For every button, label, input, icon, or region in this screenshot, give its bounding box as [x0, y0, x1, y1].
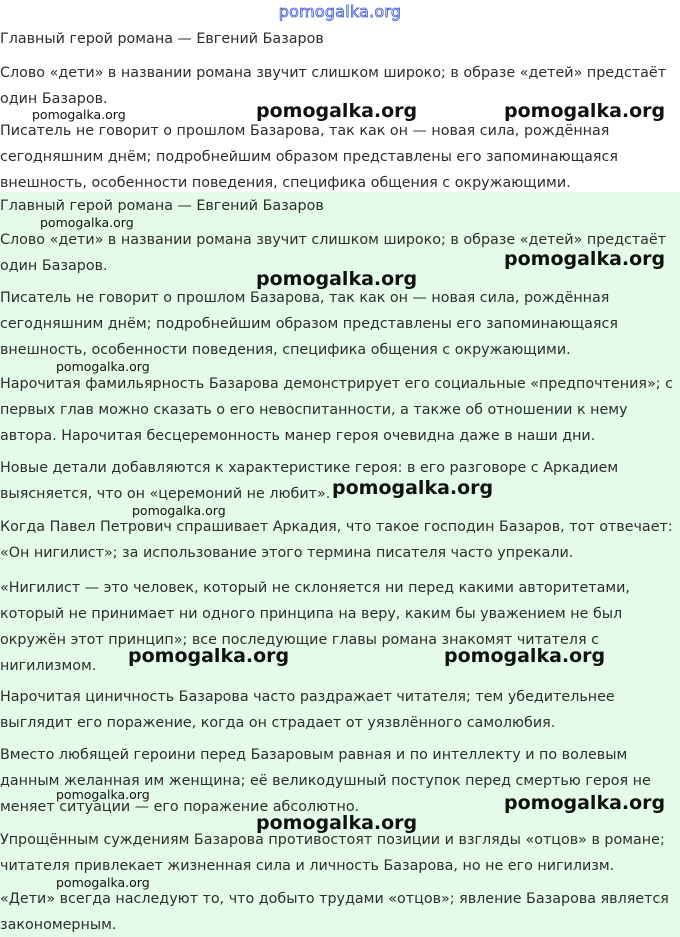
paragraph: Нарочитая циничность Базарова часто раздражает читателя; тем убедительнее выглядит его поражение, когда он страдает от уязвлённого самолюбия.: [0, 689, 615, 731]
watermark: pomogalka.org: [256, 268, 418, 290]
watermark: pomogalka.org: [332, 477, 494, 499]
site-header-link[interactable]: pomogalka.org: [278, 2, 402, 21]
paragraph: Писатель не говорит о прошлом Базарова, так как он — новая сила, рождённая сегодняшним днём; подробнейшим образом представлены его запоминающаяся внешность, особенности поведения, специфика общения с окружающими.: [0, 290, 618, 358]
paragraph: Писатель не говорит о прошлом Базарова, так как он — новая сила, рождённая сегодняшним днём; подробнейшим образом представлены его запоминающаяся внешность, особенности поведения, специфика общения с окружающими.: [0, 123, 618, 191]
paragraph: «Дети» всегда наследуют то, что добыто трудами «отцов»; явление Базарова является закономерным.: [0, 891, 669, 933]
watermark: pomogalka.org: [444, 645, 606, 667]
paragraph: Главный герой романа — Евгений Базаров: [0, 31, 324, 47]
paragraph: Главный герой романа — Евгений Базаров: [0, 198, 324, 214]
watermark: pomogalka.org: [132, 503, 226, 518]
watermark: pomogalka.org: [32, 107, 126, 122]
watermark: pomogalka.org: [504, 100, 666, 122]
watermark: pomogalka.org: [56, 359, 150, 374]
watermark: pomogalka.org: [256, 100, 418, 122]
watermark: pomogalka.org: [504, 792, 666, 814]
paragraph: Слово «дети» в названии романа звучит слишком широко; в образе «детей» предстаёт один Базаров.: [0, 65, 667, 107]
paragraph: «Нигилист — это человек, который не склоняется ни перед какими авторитетами, который не принимает ни одного принципа на веру, каким бы уважением не был окружён этот принцип»; все последующие главы романа знакомят читателя с нигилизмом.: [0, 580, 630, 674]
watermark: pomogalka.org: [40, 215, 134, 230]
paragraph: Слово «дети» в названии романа звучит слишком широко; в образе «детей» предстаёт один Базаров.: [0, 232, 667, 274]
watermark: pomogalka.org: [56, 787, 150, 802]
watermark: pomogalka.org: [256, 812, 418, 834]
paragraph: Вместо любящей героини перед Базаровым равная и по интеллекту и по волевым данным желанная им женщина; её великодушный поступок перед смертью героя не меняет ситуации — его поражение абсолютно.: [0, 747, 651, 815]
paragraph: Когда Павел Петрович спрашивает Аркадия, что такое господин Базаров, тот отвечает: «Он нигилист»; за использование этого термина писателя часто упрекали.: [0, 519, 673, 561]
watermark: pomogalka.org: [504, 248, 666, 270]
watermark: pomogalka.org: [128, 645, 290, 667]
watermark: pomogalka.org: [56, 875, 150, 890]
paragraph: Нарочитая фамильярность Базарова демонстрирует его социальные «предпочтения»; с первых глав можно сказать о его невоспитанности, а также об отношении к нему автора. Нарочитая бесцеремонность манер героя очевидна даже в наши дни.: [0, 376, 673, 444]
paragraph: Упрощённым суждениям Базарова противостоят позиции и взгляды «отцов» в романе; читателя привлекает жизненная сила и личность Базарова, но не его нигилизм.: [0, 832, 665, 874]
paragraph: Новые детали добавляются к характеристике героя: в его разговоре с Аркадием выясняется, что он «церемоний не любит».: [0, 460, 619, 502]
